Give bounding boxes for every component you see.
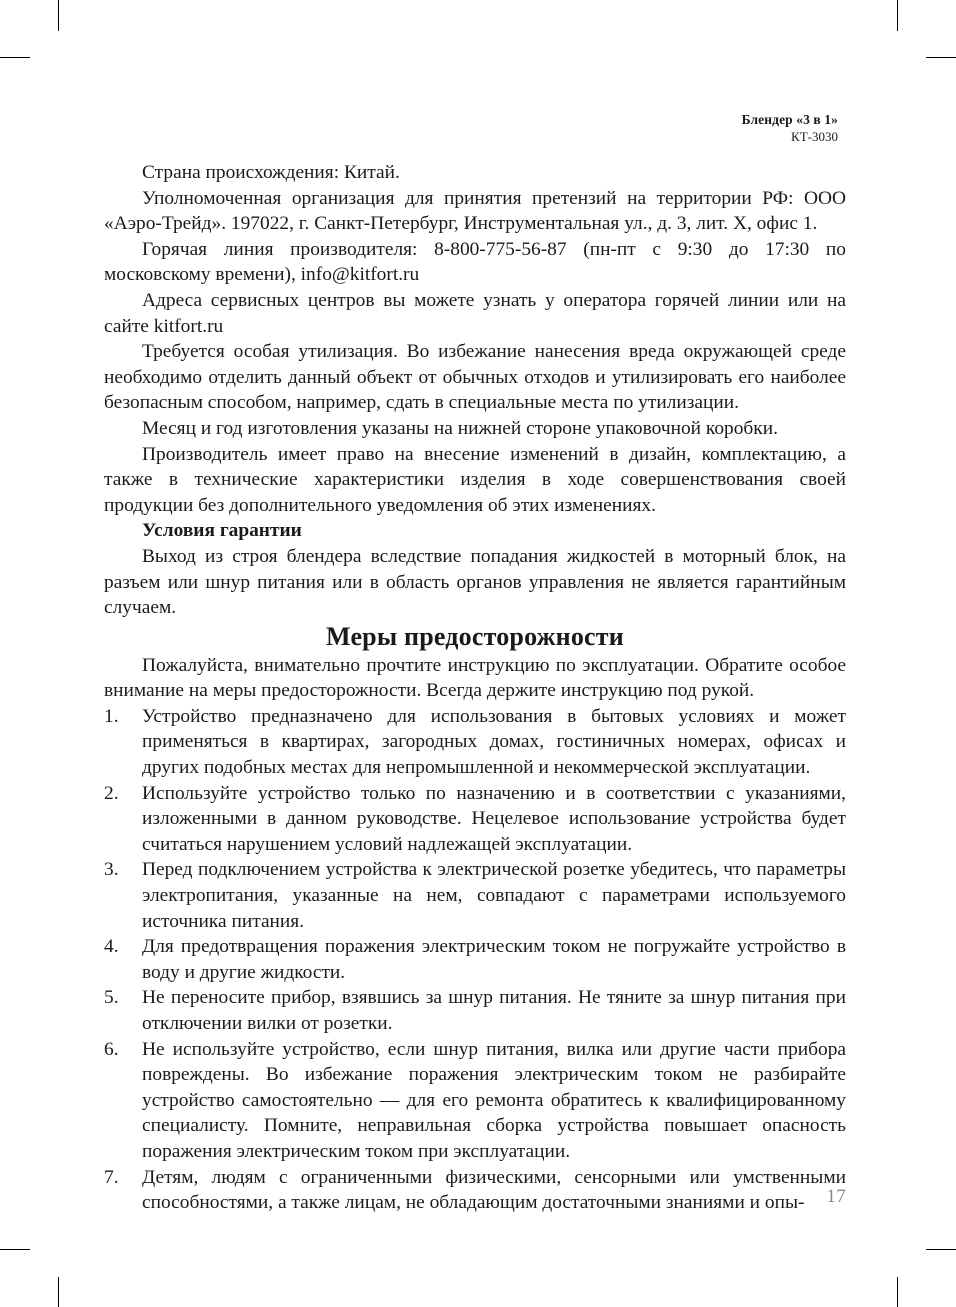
list-item-number: 3. [104,859,119,881]
list-item [104,1165,846,1216]
running-head-model: КТ-3030 [791,128,838,144]
list-item-number: 4. [104,936,119,958]
paragraph-disposal: Требуется особая утилизация. Во избежание нанесения вреда окружающей среде необходимо отделить данный объект от обычных отходов и утилизировать его наиболее безопасным способом, например, сдать в специальные места по утилизации. [104,341,846,414]
paragraph-manufacture-date: Месяц и год изготовления указаны на нижней стороне упаковочной коробки. [142,417,778,439]
paragraph-country-of-origin: Страна происхождения: Китай. [142,162,400,183]
crop-mark-bottom-right-horizontal [926,1249,956,1250]
running-head-title: Блендер «3 в 1» [741,112,838,127]
running-head [742,112,838,144]
list-item-text: Для предотвращения поражения электрическим током не погружайте устройство в воду и другие жидкости. [142,936,846,983]
crop-mark-top-left-vertical [58,0,59,31]
list-item [104,985,846,1036]
list-item [104,934,846,985]
list-item-number: 5. [104,987,119,1009]
list-item-number: 1. [104,705,119,727]
list-item-text: Не переносите прибор, взявшись за шнур питания. Не тяните за шнур питания при отключении вилки от розетки. [142,987,846,1034]
crop-mark-bottom-left-vertical [58,1277,59,1307]
safety-rules-list [104,704,846,1216]
list-item-number: 2. [104,782,119,804]
page-text-column [104,160,846,1216]
paragraph-hotline: Горячая линия производителя: 8-800-775-56-87 (пн-пт с 9:30 до 17:30 по московскому времени), info@kitfort.ru [104,238,846,286]
list-item-text: Детям, людям с ограниченными физическими, сенсорными или умственными способностями, а также лицам, не обладающим достаточными знаниями и опы- [142,1166,846,1214]
list-item-number: 7. [104,1166,119,1188]
list-item [104,781,846,858]
subheading-warranty-terms: Условия гарантии [142,520,302,542]
list-item-text: Не используйте устройство, если шнур питания, вилка или другие части прибора повреждены. Во избежание поражения электрическим током не разбирайте устройство самостоятельно — для его ремонта обратитесь к квалифицированному специалисту. Помните, неправильная сборка устройства повышает опасность поражения электрическим током при эксплуатации. [142,1038,846,1162]
crop-mark-top-right-vertical [897,0,898,31]
list-item [104,704,846,781]
paragraph-warranty-exclusion: Выход из строя блендера вследствие попадания жидкостей в моторный блок, на разъем или шнур питания или в область органов управления не является гарантийным случаем. [104,545,846,619]
paragraph-design-changes: Производитель имеет право на внесение изменений в дизайн, комплектацию, а также в технические характеристики изделия в ходе совершенствования своей продукции без дополнительного уведомления об этих изменениях. [104,443,846,516]
list-item-number: 6. [104,1038,119,1060]
crop-mark-bottom-right-vertical [897,1277,898,1307]
list-item-text: Устройство предназначено для использования в бытовых условиях и может применяться в квартирах, загородных домах, гостиничных номерах, офисах и других подобных местах для непромышленной и некоммерческой эксплуатации. [142,705,846,779]
list-item [104,1037,846,1165]
list-item-text: Перед подключением устройства к электрической розетке убедитесь, что параметры электропитания, указанные на нем, совпадают с параметрами используемого источника питания. [142,859,846,932]
list-item-text: Используйте устройство только по назначению и в соответствии с указаниями, изложенными в данном руководстве. Нецелевое использование устройства будет считаться нарушением условий надлежащей эксплуатации. [142,782,846,855]
page-number: 17 [826,1186,846,1207]
paragraph-safety-intro: Пожалуйста, внимательно прочтите инструкцию по эксплуатации. Обратите особое внимание на меры предосторожности. Всегда держите инструкцию под рукой. [104,654,846,702]
paragraph-service-centers: Адреса сервисных центров вы можете узнать у оператора горячей линии или на сайте kitfort.ru [104,289,846,337]
list-item [104,857,846,934]
section-title-safety-precautions: Меры предосторожности [326,621,624,651]
crop-mark-top-right-horizontal [926,57,956,58]
paragraph-authorized-organization: Уполномоченная организация для принятия претензий на территории РФ: ООО «Аэро-Трейд». 197022, г. Санкт-Петербург, Инструментальная ул., д. 3, лит. X, офис 1. [104,187,846,235]
crop-mark-top-left-horizontal [0,57,30,58]
crop-mark-bottom-left-horizontal [0,1249,30,1250]
